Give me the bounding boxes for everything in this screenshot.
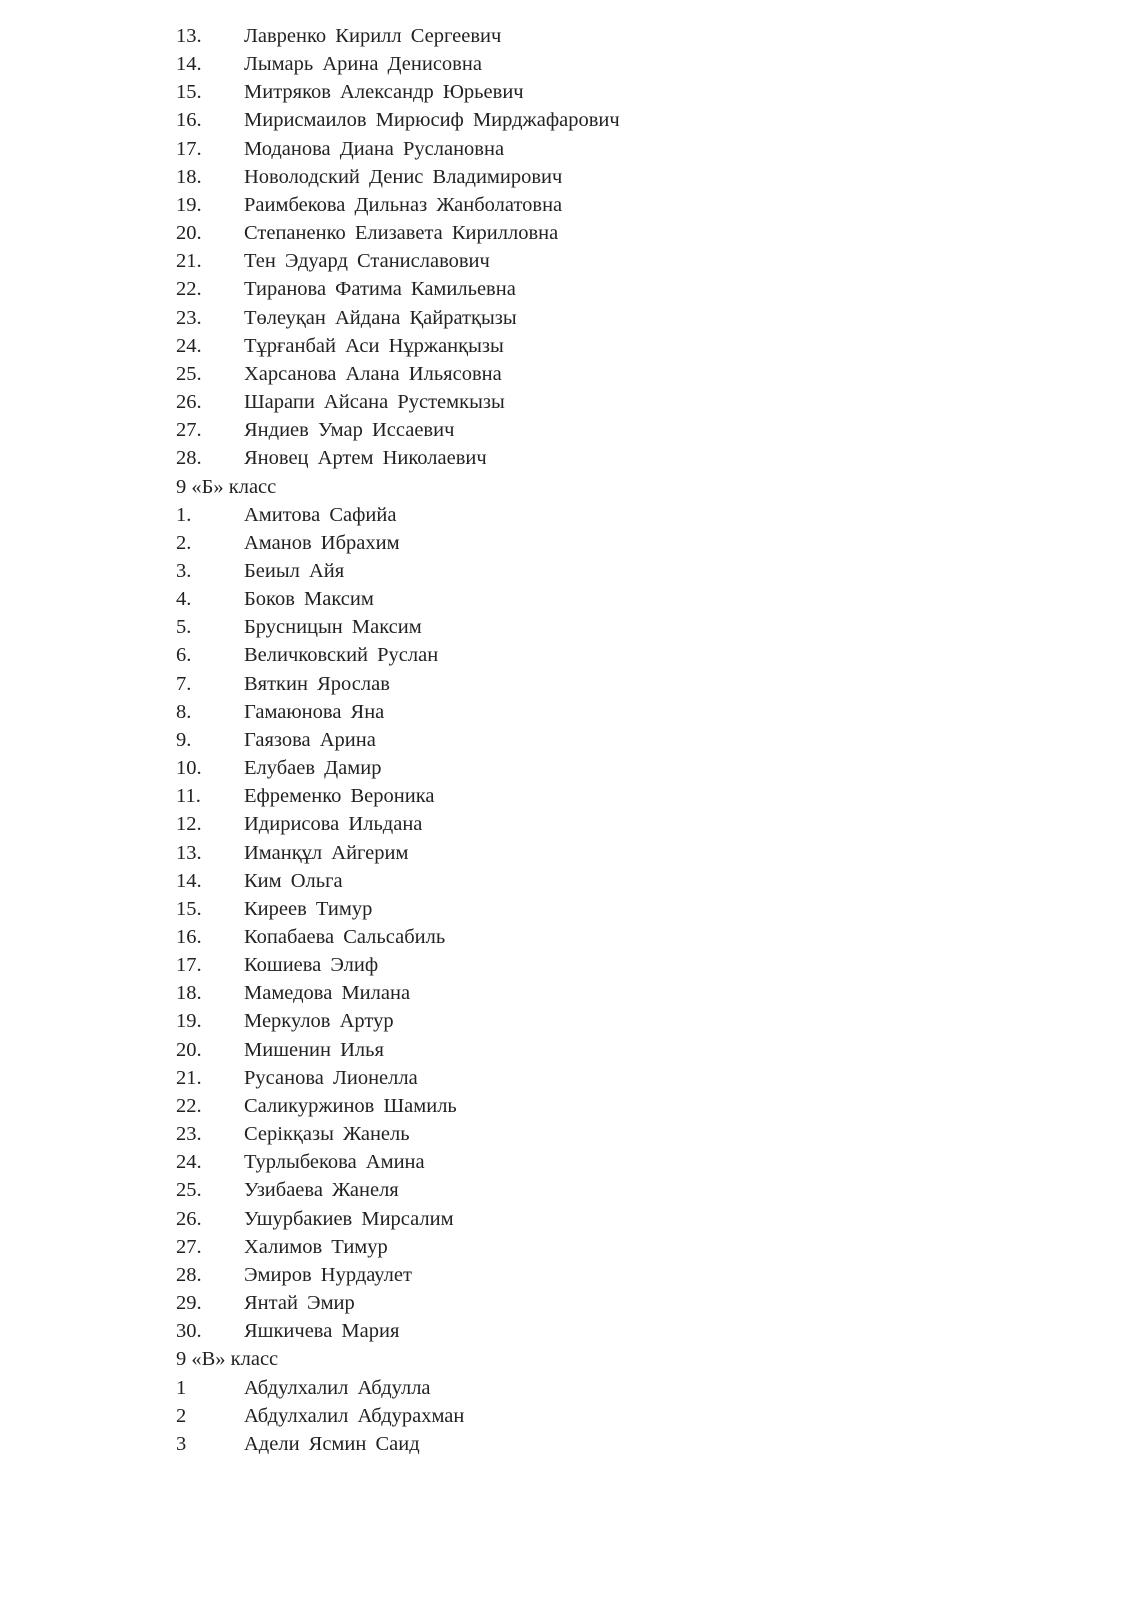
row-number: 29. <box>176 1292 202 1315</box>
student-name: Иманқұл Айгерим <box>244 841 409 864</box>
student-name: Ефременко Вероника <box>244 785 435 808</box>
row-number: 2. <box>176 531 192 554</box>
student-row <box>176 1402 465 1430</box>
row-number: 17. <box>176 954 202 977</box>
student-row <box>176 1007 394 1035</box>
student-row <box>176 979 411 1007</box>
row-number: 16. <box>176 109 202 132</box>
student-row <box>176 839 409 867</box>
row-number: 22. <box>176 1094 202 1117</box>
row-number: 15. <box>176 81 202 104</box>
student-name: Ушурбакиев Мирсалим <box>244 1207 454 1230</box>
row-number: 20. <box>176 1038 202 1061</box>
student-row <box>176 1233 388 1261</box>
class-heading: 9 «В» класс <box>176 1348 279 1371</box>
student-name: Яндиев Умар Иссаевич <box>244 419 455 442</box>
student-name: Шарапи Айсана Рустемкызы <box>244 391 505 414</box>
student-row <box>176 895 373 923</box>
student-row <box>176 1289 355 1317</box>
student-name: Харсанова Алана Ильясовна <box>244 362 502 385</box>
row-number: 25. <box>176 362 202 385</box>
student-row <box>176 416 455 444</box>
student-name: Идирисова Ильдана <box>244 813 423 836</box>
student-name: Величковский Руслан <box>244 644 439 667</box>
student-row <box>176 698 385 726</box>
student-name: Турлыбекова Амина <box>244 1151 425 1174</box>
row-number: 16. <box>176 926 202 948</box>
row-number: 18. <box>176 165 202 188</box>
student-row <box>176 22 502 50</box>
student-name: Узибаева Жанеля <box>244 1179 399 1202</box>
student-name: Мамедова Милана <box>244 982 411 1005</box>
row-number: 27. <box>176 1235 202 1258</box>
student-row <box>176 106 620 134</box>
student-name: Амитова Сафийа <box>244 503 397 526</box>
student-name: Абдулхалил Абдулла <box>244 1376 431 1399</box>
student-row <box>176 275 516 303</box>
student-name: Лавренко Кирилл Сергеевич <box>244 25 502 47</box>
row-number: 24. <box>176 334 202 357</box>
row-number: 26. <box>176 1207 202 1230</box>
student-name: Беиыл Айя <box>244 559 345 582</box>
student-name: Төлеуқан Айдана Қайратқызы <box>244 306 517 329</box>
student-row <box>176 867 343 895</box>
student-name: Тұрғанбай Аси Нұржанқызы <box>244 334 504 357</box>
student-name: Раимбекова Дильназ Жанболатовна <box>244 193 563 216</box>
row-number: 22. <box>176 278 202 301</box>
row-number: 9. <box>176 728 192 751</box>
student-row <box>176 641 439 669</box>
row-number: 23. <box>176 1123 202 1146</box>
student-name: Киреев Тимур <box>244 897 373 920</box>
student-name: Серікқазы Жанель <box>244 1123 410 1146</box>
student-row <box>176 1176 399 1204</box>
student-name: Абдулхалил Абдурахман <box>244 1404 465 1427</box>
student-row <box>176 332 504 360</box>
student-row <box>176 1205 454 1233</box>
student-row <box>176 1317 400 1345</box>
row-number: 28. <box>176 1263 202 1286</box>
student-row <box>176 247 490 275</box>
row-number: 30. <box>176 1320 202 1343</box>
row-number: 23. <box>176 306 202 329</box>
row-number: 6. <box>176 644 192 667</box>
student-name: Яшкичева Мария <box>244 1320 400 1343</box>
row-number: 8. <box>176 700 192 723</box>
student-row <box>176 1064 418 1092</box>
student-row <box>176 923 446 951</box>
student-row <box>176 163 563 191</box>
row-number: 13. <box>176 25 202 47</box>
student-row <box>176 810 423 838</box>
row-number: 3. <box>176 559 192 582</box>
student-row <box>176 50 482 78</box>
student-row <box>176 557 345 585</box>
student-name: Боков Максим <box>244 588 374 611</box>
student-name: Брусницын Максим <box>244 616 422 639</box>
row-number: 3 <box>176 1432 187 1455</box>
student-name: Новолодский Денис Владимирович <box>244 165 563 188</box>
student-name: Степаненко Елизавета Кирилловна <box>244 222 559 245</box>
student-row <box>176 726 376 754</box>
row-number: 20. <box>176 222 202 245</box>
student-row <box>176 501 397 529</box>
student-name: Елубаев Дамир <box>244 757 382 780</box>
row-number: 12. <box>176 813 202 836</box>
row-number: 2 <box>176 1404 187 1427</box>
row-number: 15. <box>176 897 202 920</box>
student-name: Мишенин Илья <box>244 1038 384 1061</box>
row-number: 27. <box>176 419 202 442</box>
student-list-document <box>176 22 620 1458</box>
student-row <box>176 754 382 782</box>
student-name: Тиранова Фатима Камильевна <box>244 278 516 301</box>
student-name: Янтай Эмир <box>244 1292 355 1315</box>
student-row <box>176 135 505 163</box>
student-row <box>176 782 435 810</box>
row-number: 5. <box>176 616 192 639</box>
student-name: Кошиева Элиф <box>244 954 379 977</box>
row-number: 14. <box>176 53 202 76</box>
row-number: 1. <box>176 503 192 526</box>
student-row <box>176 1092 457 1120</box>
student-name: Митряков Александр Юрьевич <box>244 81 524 104</box>
student-name: Адели Ясмин Саид <box>244 1432 420 1455</box>
student-name: Тен Эдуард Станиславович <box>244 250 490 273</box>
class-heading: 9 «Б» класс <box>176 475 277 498</box>
row-number: 18. <box>176 982 202 1005</box>
student-name: Мирисмаилов Мирюсиф Мирджафарович <box>244 109 620 132</box>
row-number: 21. <box>176 1066 202 1089</box>
student-row <box>176 304 517 332</box>
row-number: 19. <box>176 1010 202 1033</box>
student-row <box>176 360 502 388</box>
student-name: Гамаюнова Яна <box>244 700 385 723</box>
student-name: Эмиров Нурдаулет <box>244 1263 412 1286</box>
row-number: 14. <box>176 869 202 892</box>
row-number: 25. <box>176 1179 202 1202</box>
student-row <box>176 1261 412 1289</box>
student-name: Саликуржинов Шамиль <box>244 1094 457 1117</box>
student-row <box>176 951 379 979</box>
student-row <box>176 1148 425 1176</box>
row-number: 17. <box>176 137 202 160</box>
row-number: 28. <box>176 447 202 470</box>
student-name: Лымарь Арина Денисовна <box>244 53 482 76</box>
row-number: 1 <box>176 1376 187 1399</box>
student-name: Ким Ольга <box>244 869 343 892</box>
student-name: Халимов Тимур <box>244 1235 388 1258</box>
student-name: Моданова Диана Руслановна <box>244 137 505 160</box>
student-name: Аманов Ибрахим <box>244 531 400 554</box>
student-row <box>176 444 487 472</box>
row-number: 11. <box>176 785 201 808</box>
student-name: Яновец Артем Николаевич <box>244 447 487 470</box>
student-row <box>176 1120 410 1148</box>
student-row <box>176 1430 420 1458</box>
student-row <box>176 670 390 698</box>
student-name: Русанова Лионелла <box>244 1066 418 1089</box>
student-name: Вяткин Ярослав <box>244 672 390 695</box>
student-row <box>176 219 559 247</box>
row-number: 26. <box>176 391 202 414</box>
row-number: 24. <box>176 1151 202 1174</box>
student-row <box>176 585 374 613</box>
student-row <box>176 529 400 557</box>
row-number: 19. <box>176 193 202 216</box>
student-name: Меркулов Артур <box>244 1010 394 1033</box>
student-row <box>176 78 524 106</box>
row-number: 10. <box>176 757 202 780</box>
student-name: Копабаева Сальсабиль <box>244 926 446 948</box>
student-row <box>176 613 422 641</box>
row-number: 4. <box>176 588 192 611</box>
row-number: 7. <box>176 672 192 695</box>
row-number: 13. <box>176 841 202 864</box>
student-row <box>176 388 505 416</box>
student-row <box>176 1374 431 1402</box>
row-number: 21. <box>176 250 202 273</box>
student-row <box>176 191 563 219</box>
student-name: Гаязова Арина <box>244 728 376 751</box>
student-row <box>176 1036 384 1064</box>
